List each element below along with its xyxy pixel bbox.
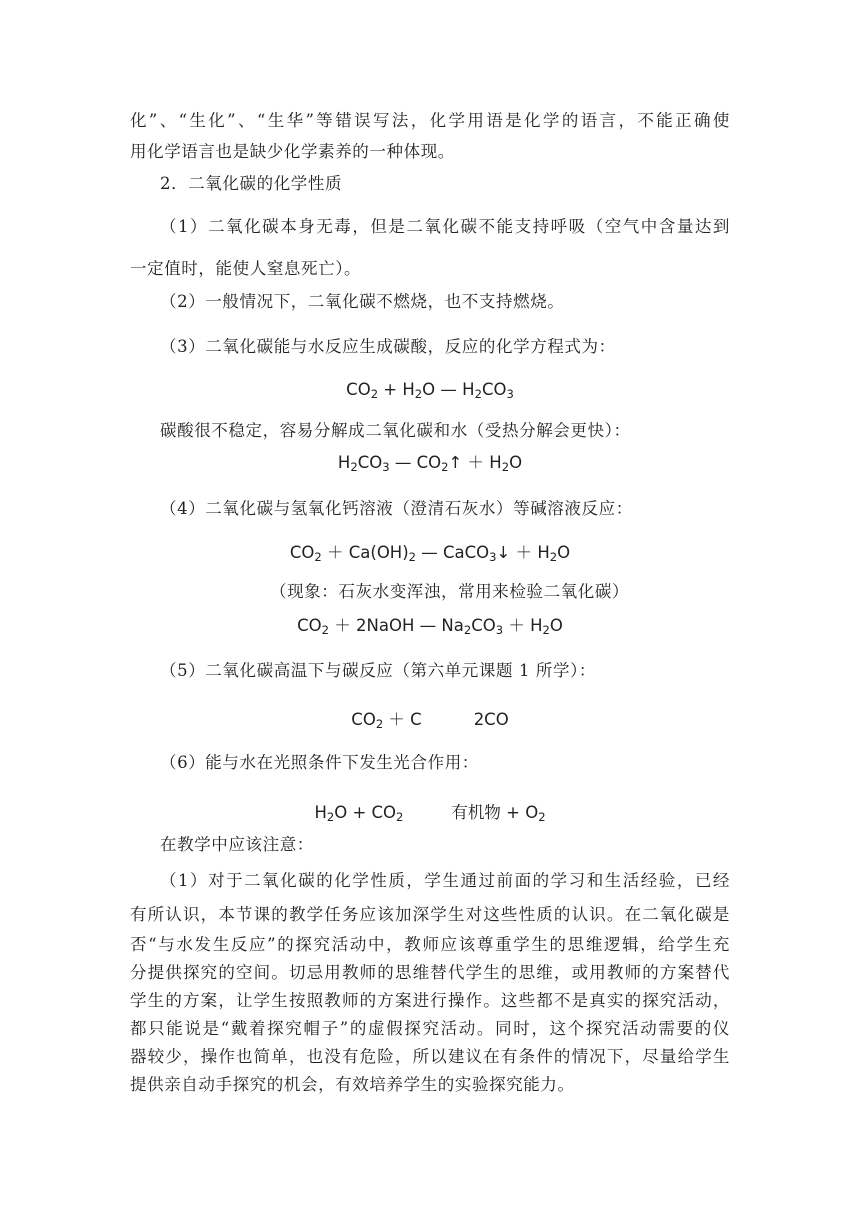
phenomenon-note: （现象：石灰水变浑浊，常用来检验二氧化碳） (270, 582, 630, 601)
list-item-2: （2）一般情况下，二氧化碳不燃烧，也不支持燃烧。 (160, 292, 565, 311)
equation-limewater: $CO_2 + Ca(OH)_2$ — CaCO$_3$↓ ＋ $H_2O$ (289, 543, 571, 564)
equation-co2-carbon: $CO_2 + C$ 2CO (351, 710, 509, 731)
teaching-point-line: 有所认识，本节课的教学任务应该加深学生对这些性质的认识。在二氧化碳是 (130, 905, 730, 924)
teaching-point-line: 学生的方案，让学生按照教师的方案进行操作。这些都不是真实的探究活动， (130, 991, 730, 1010)
teaching-point-line: 否“与水发生反应”的探究活动中，教师应该尊重学生的思维逻辑，给学生充 (130, 935, 730, 954)
paragraph-line: 在教学中应该注意： (160, 835, 314, 854)
list-item-1-line: 一定值时，能使人窒息死亡）。 (130, 259, 362, 278)
paragraph-line: 碳酸很不稳定，容易分解成二氧化碳和水（受热分解会更快）： (160, 421, 631, 440)
list-item-3: （3）二氧化碳能与水反应生成碳酸，反应的化学方程式为： (160, 337, 616, 356)
teaching-point-line: 器较少，操作也简单，也没有危险，所以建议在有条件的情况下，尽量给学生 (130, 1047, 730, 1066)
paragraph-line: 用化学语言也是缺少化学素养的一种体现。 (130, 142, 455, 161)
teaching-point-line: （1）对于二氧化碳的化学性质，学生通过前面的学习和生活经验，已经 (160, 871, 730, 890)
equation-co2-water: $CO_2 + H_2O$ — $H_2CO_3$ (346, 380, 514, 401)
teaching-point-line: 分提供探究的空间。切忌用教师的思维替代学生的思维，或用教师的方案替代 (130, 963, 730, 982)
equation-photosynthesis: $H_2O + CO_2$ 有机物 + $O_2$ (314, 803, 546, 824)
paragraph-line: 化”、“生化”、“生华”等错误写法，化学用语是化学的语言，不能正确使 (130, 111, 730, 130)
teaching-point-line: 提供亲自动手探究的机会，有效培养学生的实验探究能力。 (130, 1075, 575, 1094)
section-heading: 2．二氧化碳的化学性质 (160, 174, 343, 193)
teaching-point-line: 都只能说是“戴着探究帽子”的虚假探究活动。同时，这个探究活动需要的仪 (130, 1019, 730, 1038)
list-item-4: （4）二氧化碳与氢氧化钙溶液（澄清石灰水）等碱溶液反应： (160, 499, 633, 518)
list-item-5: （5）二氧化碳高温下与碳反应（第六单元课题 1 所学）： (160, 661, 597, 680)
list-item-6: （6）能与水在光照条件下发生光合作用： (160, 753, 479, 772)
equation-naoh: $CO_2$ ＋ 2NaOH — $Na_2CO_3 + H_2O$ (297, 616, 563, 637)
equation-carbonic-decomposition: $H_2CO_3$ — $CO_2↑ + H_2O$ (337, 453, 523, 474)
list-item-1-line: （1）二氧化碳本身无毒，但是二氧化碳不能支持呼吸（空气中含量达到 (160, 217, 730, 236)
